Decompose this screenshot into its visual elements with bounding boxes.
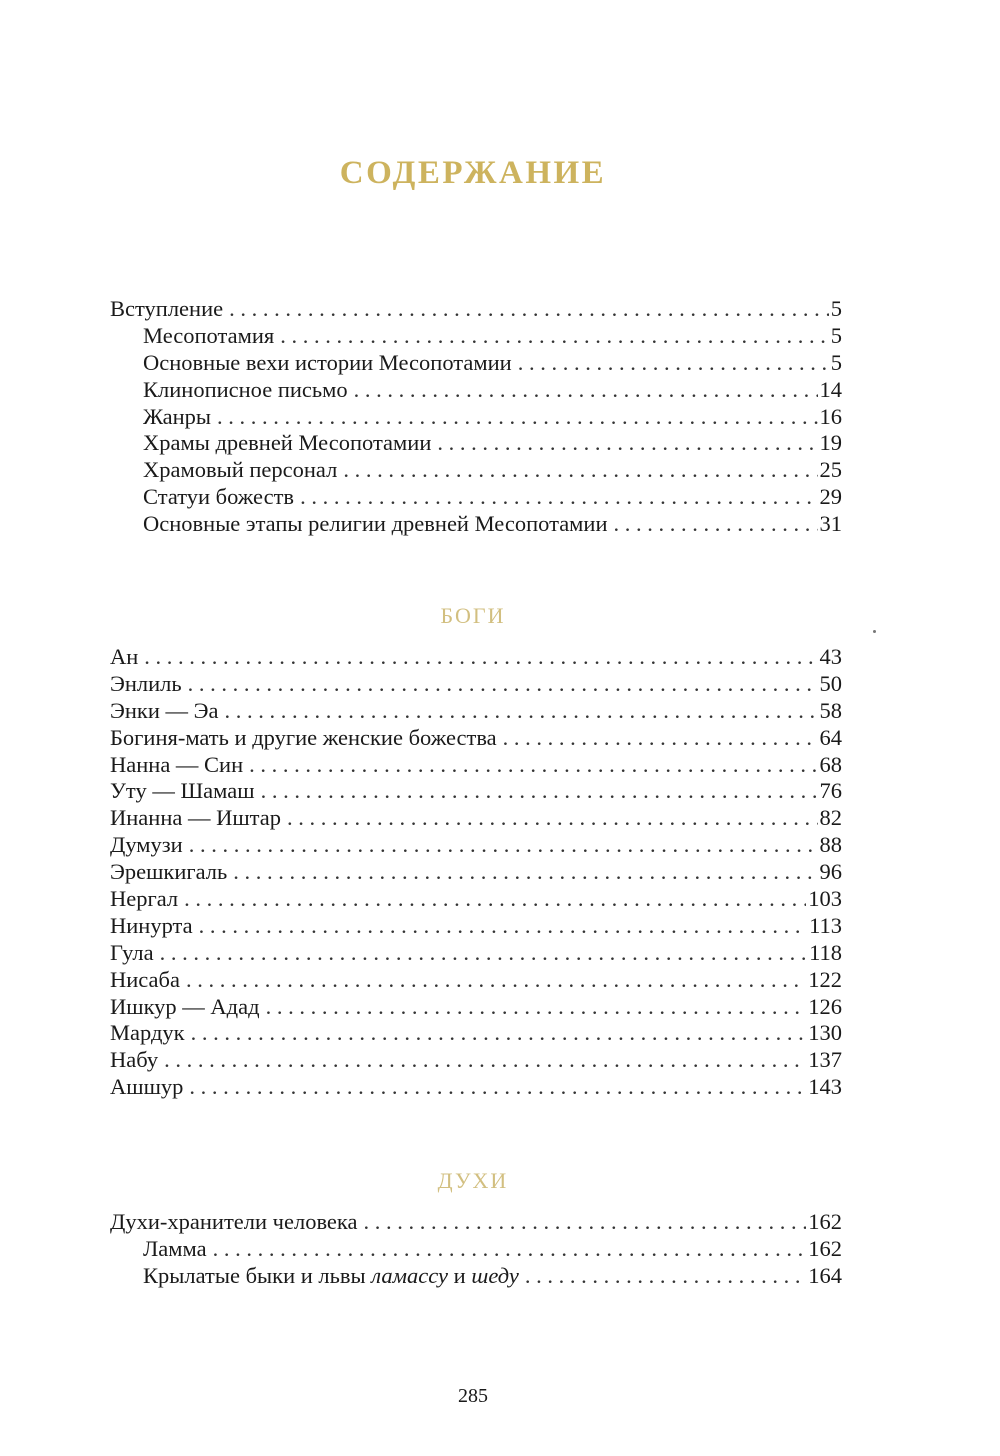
toc-entry-page: 64: [819, 724, 842, 750]
print-speck: [873, 630, 876, 633]
toc-entry[interactable]: [110, 940, 842, 967]
toc-entry-page: 14: [819, 376, 842, 402]
dot-leader: [364, 1209, 807, 1235]
toc-entry-page: 126: [808, 993, 842, 1019]
dot-leader: [280, 323, 829, 349]
toc-entry-page: 68: [819, 751, 842, 777]
dot-leader: [614, 511, 818, 537]
dot-leader: [518, 350, 829, 376]
dot-leader: [184, 886, 806, 912]
dot-leader: [224, 698, 817, 724]
toc-entry[interactable]: [110, 296, 842, 323]
toc-entry-page: 5: [830, 322, 842, 348]
toc-entry-page: 5: [830, 349, 842, 375]
toc-entry-label: Основные этапы религии древней Месопотамии: [143, 511, 608, 537]
dot-leader: [249, 752, 817, 778]
toc-entry-label: Ламма: [143, 1235, 207, 1261]
toc-entry-page: 43: [819, 644, 842, 669]
toc-entry-page: 137: [808, 1047, 842, 1073]
toc-spirits: [110, 1209, 842, 1290]
dot-leader: [199, 913, 807, 939]
toc-entry-label: Вступление: [110, 296, 224, 321]
dot-leader: [189, 1074, 806, 1100]
toc-entry-page: 122: [808, 966, 842, 992]
toc-entry-label: Клинописное письмо: [143, 376, 348, 402]
toc-entry-page: 103: [808, 886, 842, 912]
toc-entry[interactable]: [110, 832, 842, 859]
dot-leader: [266, 994, 807, 1020]
toc-entry[interactable]: [110, 430, 842, 457]
toc-intro: [110, 296, 842, 538]
toc-entry[interactable]: [110, 484, 842, 511]
dot-leader: [160, 940, 807, 966]
toc-entry[interactable]: [110, 323, 842, 350]
toc-entry[interactable]: [110, 1263, 842, 1290]
toc-entry-label: Статуи божеств: [143, 484, 295, 510]
toc-entry-page: 58: [819, 697, 842, 723]
dot-leader: [164, 1047, 806, 1073]
toc-entry-label: Храмы древней Месопотамии: [143, 430, 432, 456]
toc-entry[interactable]: [110, 913, 842, 940]
toc-entry-label: Жанры: [143, 403, 211, 429]
dot-leader: [300, 484, 817, 510]
dot-leader: [186, 967, 806, 993]
dot-leader: [189, 832, 818, 858]
toc-entry-label: Эрешкигаль: [110, 859, 228, 885]
toc-entry[interactable]: [110, 1074, 842, 1101]
toc-entry-page: 16: [819, 403, 842, 429]
toc-entry-label: Богиня-мать и другие женские божества: [110, 724, 497, 750]
toc-entry-label: Нинурта: [110, 912, 193, 938]
toc-entry[interactable]: [110, 725, 842, 752]
toc-entry-label: Основные вехи истории Месопотамии: [143, 349, 512, 375]
toc-entry-label: Нергал: [110, 886, 179, 912]
toc-entry[interactable]: [110, 752, 842, 779]
dot-leader: [217, 404, 818, 430]
page-number: 285: [458, 1385, 488, 1407]
toc-entry[interactable]: [110, 511, 842, 538]
label-italic-text: шеду: [471, 1262, 519, 1288]
toc-entry-page: 5: [830, 296, 842, 321]
dot-leader: [191, 1020, 807, 1046]
toc-entry-page: 143: [808, 1074, 842, 1100]
toc-entry[interactable]: [110, 404, 842, 431]
toc-entry-label: Уту — Шамаш: [110, 778, 255, 804]
toc-entry-page: 19: [819, 430, 842, 456]
section-heading-spirits: ДУХИ: [437, 1168, 509, 1193]
toc-entry[interactable]: [110, 859, 842, 886]
toc-entry-label: Месопотамия: [143, 322, 275, 348]
toc-entry[interactable]: [110, 1020, 842, 1047]
toc-entry-label: Духи-хранители человека: [110, 1209, 358, 1234]
dot-leader: [213, 1236, 807, 1262]
toc-entry-label: Храмовый персонал: [143, 457, 338, 483]
toc-entry-page: 130: [808, 1020, 842, 1046]
toc-entry-page: 96: [819, 859, 842, 885]
toc-entry-page: 118: [809, 939, 842, 965]
toc-entry-page: 162: [808, 1209, 842, 1234]
label-italic-text: ламассу: [371, 1262, 449, 1288]
toc-entry-page: 76: [819, 778, 842, 804]
toc-entry-page: 82: [819, 805, 842, 831]
dot-leader: [261, 778, 818, 804]
dot-leader: [233, 859, 817, 885]
dot-leader: [354, 377, 818, 403]
toc-entry[interactable]: [110, 698, 842, 725]
toc-entry-label: Инанна — Иштар: [110, 805, 282, 831]
toc-entry-page: 25: [819, 457, 842, 483]
toc-entry-label: Ан: [110, 644, 139, 669]
dot-leader: [287, 805, 817, 831]
toc-entry[interactable]: [110, 457, 842, 484]
section-heading-gods: БОГИ: [440, 603, 506, 628]
toc-entry-page: 162: [808, 1235, 842, 1261]
toc-entry-page: 29: [819, 484, 842, 510]
dot-leader: [229, 296, 829, 322]
toc-entry[interactable]: [110, 886, 842, 913]
toc-entry-page: 31: [819, 511, 842, 537]
label-text: Крылатые быки и львы: [143, 1262, 372, 1288]
toc-gods: [110, 644, 842, 1101]
toc-entry-page: 88: [819, 832, 842, 858]
toc-entry-label: Ашшур: [110, 1074, 184, 1100]
toc-entry[interactable]: [110, 350, 842, 377]
dot-leader: [503, 725, 818, 751]
toc-entry[interactable]: [110, 967, 842, 994]
dot-leader: [188, 671, 818, 697]
toc-entry[interactable]: [110, 994, 842, 1021]
toc-entry-label: Нанна — Син: [110, 751, 244, 777]
dot-leader: [525, 1263, 806, 1289]
toc-entry-label: Думузи: [110, 832, 183, 858]
toc-entry-label: Мардук: [110, 1020, 185, 1046]
toc-entry-label: Энки — Эа: [110, 697, 219, 723]
toc-entry-label: Гула: [110, 939, 154, 965]
toc-entry-label: Набу: [110, 1047, 159, 1073]
toc-entry[interactable]: [110, 805, 842, 832]
toc-entry-label: [143, 1263, 519, 1289]
toc-entry[interactable]: [110, 671, 842, 698]
toc-entry-label: Ишкур — Адад: [110, 993, 260, 1019]
toc-entry-page: 164: [808, 1262, 842, 1288]
toc-entry-page: 113: [809, 912, 842, 938]
toc-entry[interactable]: [110, 778, 842, 805]
label-text: и: [448, 1262, 472, 1288]
toc-entry[interactable]: [110, 1209, 842, 1236]
dot-leader: [343, 457, 817, 483]
toc-entry[interactable]: [110, 1236, 842, 1263]
dot-leader: [437, 430, 817, 456]
toc-entry[interactable]: [110, 377, 842, 404]
toc-entry[interactable]: [110, 644, 842, 671]
toc-entry-label: Энлиль: [110, 670, 182, 696]
dot-leader: [144, 644, 817, 670]
page-title: СОДЕРЖАНИЕ: [339, 155, 607, 191]
toc-entry-label: Нисаба: [110, 966, 180, 992]
toc-entry-page: 50: [819, 670, 842, 696]
toc-entry[interactable]: [110, 1047, 842, 1074]
